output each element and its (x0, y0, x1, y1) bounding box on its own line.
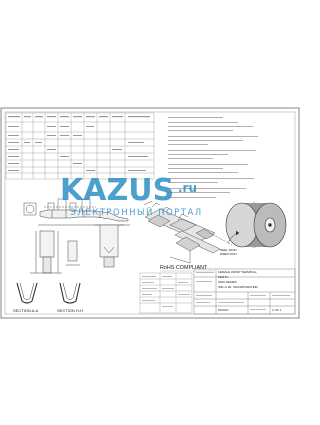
reel-direction-label-2: DIRECTION (220, 252, 237, 256)
rohs-label: RoHS COMPLIANT (160, 265, 208, 271)
company-name: MOLEX (218, 308, 229, 312)
title-line-1: FEMALE CRIMP TERMINAL, (218, 270, 258, 274)
reel-drawing (226, 203, 286, 247)
sheet-number: 1 OF 1 (272, 308, 282, 312)
watermark-suffix: .ru (178, 181, 198, 195)
section-aa-label: SECTION A-A (13, 308, 39, 313)
section-hh-label: SECTION H-H (57, 308, 83, 313)
drawing-sheet (0, 107, 300, 319)
title-line-3: HMN SERIES (218, 280, 237, 284)
watermark-tagline: ЭЛЕКТРОННЫЙ ПОРТАЛ (70, 208, 203, 218)
watermark-brand: KAZUS (60, 173, 175, 208)
title-line-4: (MIL-A JR. INCORPORATED) (218, 285, 258, 289)
title-line-2: MINI M. (218, 275, 229, 279)
reel-direction-label-1: REEL WIND (220, 248, 237, 252)
